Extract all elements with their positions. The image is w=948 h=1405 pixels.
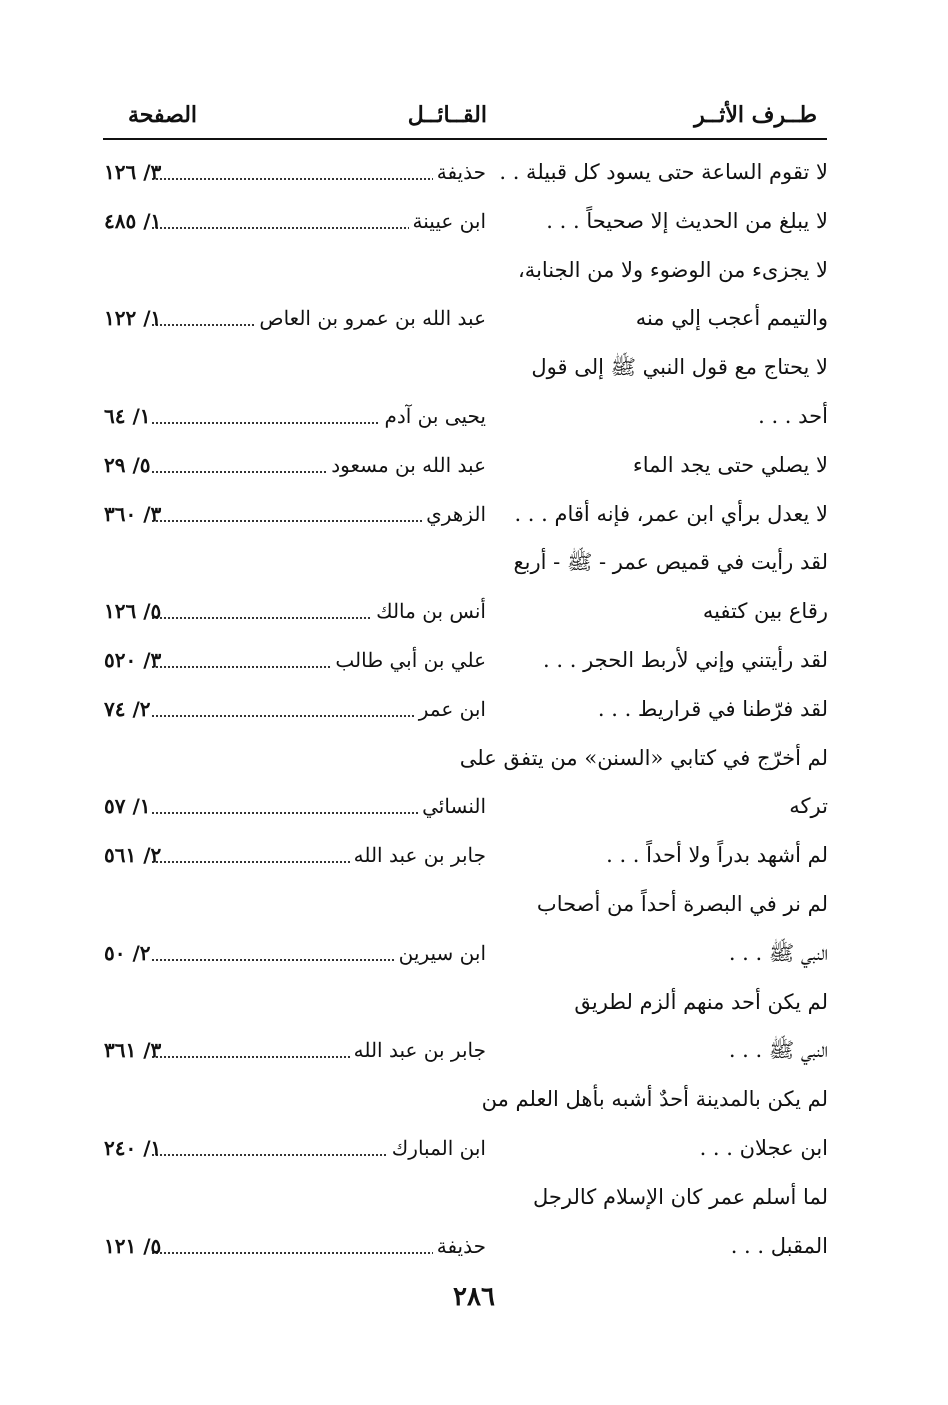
page-number: ٢٨٦: [453, 1282, 495, 1312]
page-reference: ٣/ ١٢٦: [104, 160, 162, 184]
page-reference: ١/ ٥٧: [104, 794, 151, 819]
table-row: [104, 1226, 828, 1272]
table-row: [104, 982, 828, 1028]
athar-text: لما أسلم عمر كان الإسلام كالرجل: [533, 1184, 828, 1209]
narrator-name: عبد الله بن عمرو بن العاص: [255, 298, 486, 338]
athar-text: أحد . . .: [758, 404, 828, 428]
table-row: [104, 640, 828, 686]
page-reference: ٣/ ٣٦١: [104, 1038, 162, 1063]
table-row: [104, 396, 828, 442]
athar-text: لا يصلي حتى يجد الماء: [632, 452, 828, 477]
table-row: [104, 591, 828, 637]
table-row: [104, 689, 828, 735]
athar-text: النبي ﷺ . . .: [728, 1038, 828, 1063]
table-row: [104, 152, 828, 198]
narrator-name: حذيفة: [433, 1226, 486, 1266]
narrator-name: النسائي: [418, 786, 486, 826]
athar-text: رقاع بين كتفيه: [702, 599, 828, 624]
athar-text: النبي ﷺ . . .: [728, 940, 828, 965]
table-row: [104, 494, 828, 540]
page-reference: ٣/ ٣٦٠: [104, 501, 162, 526]
athar-text: لم يكن بالمدينة أحدٌ أشبه بأهل العلم من: [481, 1087, 828, 1112]
table-row: [104, 250, 828, 296]
header-athar: طــرف الأثــر: [694, 102, 817, 128]
table-row: [104, 201, 828, 247]
page-reference: ١/ ٢٤٠: [104, 1136, 162, 1160]
table-row: [104, 933, 828, 979]
page-reference: ٥/ ١٢١: [104, 1233, 162, 1258]
page-reference: ١/ ١٢٢: [104, 306, 162, 331]
athar-text: لم نر في البصرة أحداً من أصحاب: [536, 892, 828, 916]
athar-text: لا يجزىء من الوضوء ولا من الجنابة،: [518, 257, 828, 282]
page-reference: ١/ ٤٨٥: [104, 208, 162, 233]
athar-text: لم أشهد بدراً ولا أحداً . . .: [606, 843, 828, 868]
athar-text: المقبل . . .: [730, 1233, 828, 1258]
page-reference: ٣/ ٥٢٠: [104, 648, 162, 672]
athar-text: تركه: [789, 794, 828, 819]
athar-text: لم أخرّج في كتابي «السنن» من يتفق على: [459, 745, 828, 770]
table-row: [104, 835, 828, 881]
table-row: [104, 1030, 828, 1076]
narrator-name: جابر بن عبد الله: [350, 1030, 486, 1070]
page-reference: ٢/ ٥٠: [104, 940, 151, 965]
athar-text: لا يعدل برأي ابن عمر، فإنه أقام . . .: [514, 501, 828, 526]
table-row: [104, 786, 828, 832]
header-narrator: القــائــل: [407, 102, 487, 128]
athar-text: لم يكن أحد منهم ألزم لطريق: [574, 989, 828, 1014]
athar-text: لا يحتاج مع قول النبي ﷺ إلى قول: [531, 355, 828, 380]
athar-text: والتيمم أعجب إلي منه: [635, 306, 828, 331]
table-row: [104, 884, 828, 930]
page-reference: ٥/ ١٢٦: [104, 599, 162, 624]
table-row: [104, 298, 828, 344]
narrator-name: أنس بن مالك: [372, 591, 486, 631]
table-row: [104, 542, 828, 588]
narrator-name: ابن عيينة: [409, 201, 486, 241]
table-row: [104, 445, 828, 491]
narrator-name: الزهري: [422, 494, 486, 534]
table-row: [104, 1079, 828, 1125]
narrator-name: عبد الله بن مسعود: [327, 445, 486, 485]
table-row: [104, 1177, 828, 1223]
athar-text: لا تقوم الساعة حتى يسود كل قبيلة . .: [499, 160, 828, 184]
narrator-name: ابن المبارك: [388, 1128, 486, 1168]
narrator-name: حذيفة: [433, 152, 486, 192]
athar-text: لقد رأيتني وإني لأربط الحجر . . .: [543, 648, 828, 672]
narrator-name: ابن سيرين: [395, 933, 486, 973]
narrator-name: جابر بن عبد الله: [350, 835, 486, 875]
table-row: [104, 347, 828, 393]
table-row: [104, 1128, 828, 1174]
table-header: [103, 98, 827, 140]
athar-text: لا يبلغ من الحديث إلا صحيحاً . . .: [546, 208, 828, 233]
page-reference: ٥/ ٢٩: [104, 452, 151, 477]
narrator-name: يحيى بن آدم: [380, 396, 486, 436]
athar-text: لقد رأيت في قميص عمر - ﷺ - أربع: [513, 550, 828, 575]
page-reference: ١/ ٦٤: [104, 404, 151, 428]
page-reference: ٢/ ٧٤: [104, 696, 151, 721]
athar-text: ابن عجلان . . .: [699, 1136, 828, 1160]
table-row: [104, 738, 828, 784]
header-page: الصفحة: [128, 102, 198, 128]
narrator-name: ابن عمر: [415, 689, 486, 729]
narrator-name: علي بن أبي طالب: [331, 640, 486, 680]
athar-text: لقد فرّطنا في قراريط . . .: [597, 696, 828, 721]
page-reference: ٢/ ٥٦١: [104, 843, 162, 868]
